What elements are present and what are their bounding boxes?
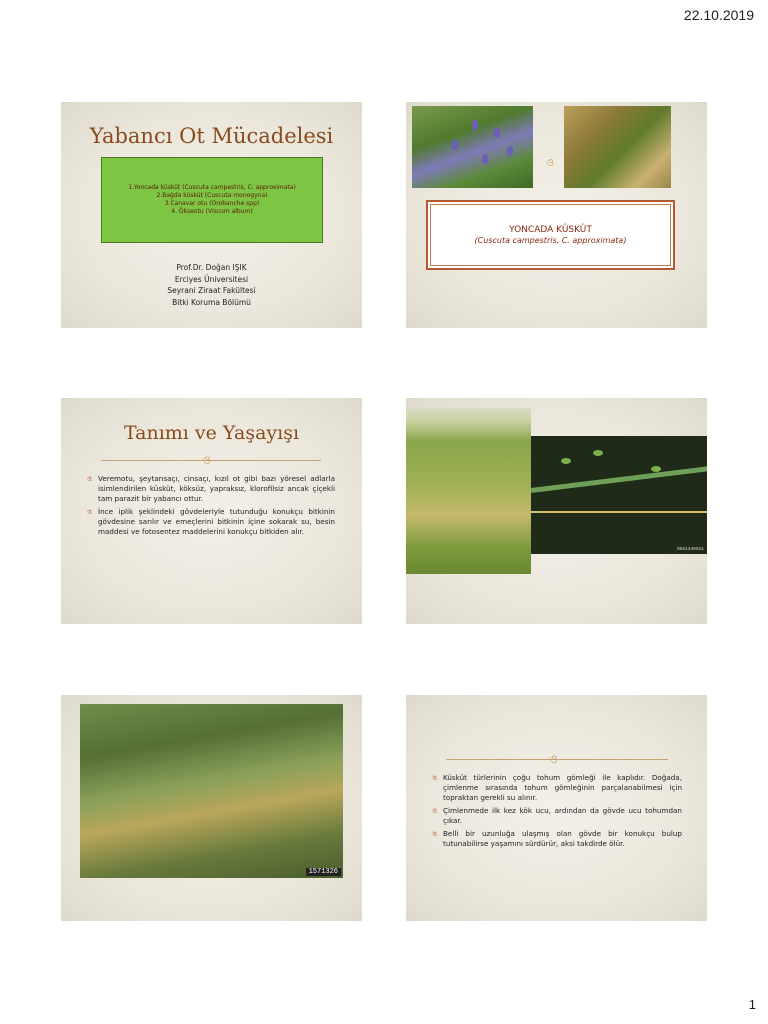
host-stem	[531, 465, 707, 493]
slide-title: Yabancı Ot Mücadelesi	[89, 124, 334, 148]
bullet-marker-icon: ঙ	[87, 475, 93, 483]
leaf-mark	[651, 466, 661, 472]
dodder-field-photo	[80, 704, 343, 878]
author-faculty: Seyrani Ziraat Fakültesi	[167, 286, 256, 295]
topic-line-1: 1.Yoncada küsküt (Cuscuta campestris, C. approximata)	[128, 184, 296, 191]
topic-line-4: 4. Ökseotu (Viscum album)	[171, 208, 253, 215]
print-date: 22.10.2019	[683, 7, 754, 23]
ornament-icon: ও	[202, 453, 211, 467]
author-department: Bitki Koruma Bölümü	[172, 297, 251, 307]
flower-mark	[494, 128, 500, 138]
bullet-marker-icon: ঙ	[432, 807, 438, 815]
bullet-marker-icon: ঙ	[432, 774, 438, 782]
bullet-text: Veremotu, şeytansaçı, cinsaçı, kızıl ot gibi bazı yöresel adlarla isimlendirilen küsküt, köksüz, yapraksız, klorofilsiz ancak çiçekli tam parazit bir yabancı ottur.	[98, 474, 335, 503]
divider-line	[101, 460, 321, 461]
bullet-text: Küsküt türlerinin çoğu tohum gömleği ile kaplıdır. Doğada, çimlenme sırasında tohum gömleğinin parçalanabilmesi için topraktan gerekli su alınır.	[443, 773, 682, 802]
ornament-icon: ও	[546, 156, 555, 169]
slide-1-title	[61, 102, 362, 328]
slide-2-yoncada-kuskut	[406, 102, 707, 328]
bullet-list	[432, 773, 682, 852]
bullet-text: İnce iplik şeklindeki gövdeleriyle tutunduğu konukçu bitkinin gövdesine sarılır ve emeçlerini bitkinin içine sokarak su, besin maddesi ve fotosentez maddelerini konukçu bitkiden alır.	[98, 507, 335, 536]
author-name: Prof.Dr. Doğan IŞIK	[176, 263, 247, 272]
alfalfa-field-photo	[412, 106, 533, 188]
topic-line-2: 2.Bağda küsküt (Cuscuta monogyna)	[156, 192, 268, 199]
slide-4-photos	[406, 398, 707, 624]
bullet-marker-icon: ঙ	[432, 830, 438, 838]
flower-mark	[482, 154, 488, 164]
slide-title: Tanımı ve Yaşayışı	[123, 422, 300, 444]
author-block	[61, 262, 362, 308]
flower-mark	[472, 120, 478, 130]
bullet-item	[87, 474, 335, 504]
bullet-item	[432, 806, 682, 826]
image-code: 1571326	[306, 868, 341, 876]
flower-mark	[507, 146, 513, 156]
bullet-marker-icon: ঙ	[87, 508, 93, 516]
flower-mark	[452, 140, 458, 150]
title-frame	[426, 200, 675, 270]
bullet-item	[432, 829, 682, 849]
bullet-text: Belli bir uzunluğa ulaşmış olan gövde bir konukçu bulup tutunabilirse yaşamını sürdürür, aksi takdirde ölür.	[443, 829, 682, 848]
slide-3-tanimi	[61, 398, 362, 624]
dodder-closeup-photo	[564, 106, 671, 188]
bullet-text: Çimlenmede ilk kez kök ucu, ardından da gövde ucu tohumdan çıkar.	[443, 806, 682, 825]
infested-field-photo	[406, 408, 531, 574]
ornament-icon: ও	[549, 752, 558, 766]
topic-line-3: 3.Canavar otu (Orobanche spp)	[164, 200, 260, 207]
slide-6-germination	[406, 695, 707, 921]
leaf-mark	[561, 458, 571, 464]
frame-title: YONCADA KÜSKÜT	[509, 225, 592, 235]
topics-box	[101, 157, 323, 243]
dodder-stem-photo	[531, 436, 707, 554]
page-number: 1	[748, 997, 756, 1012]
bullet-item	[87, 507, 335, 537]
author-university: Erciyes Üniversitesi	[174, 274, 249, 284]
image-code: 0661349021	[676, 547, 704, 552]
bullet-item	[432, 773, 682, 803]
frame-subtitle: (Cuscuta campestris, C. approximata)	[474, 236, 627, 245]
dodder-thread	[531, 511, 707, 513]
bullet-list	[87, 474, 335, 540]
leaf-mark	[593, 450, 603, 456]
slide-5-photo	[61, 695, 362, 921]
